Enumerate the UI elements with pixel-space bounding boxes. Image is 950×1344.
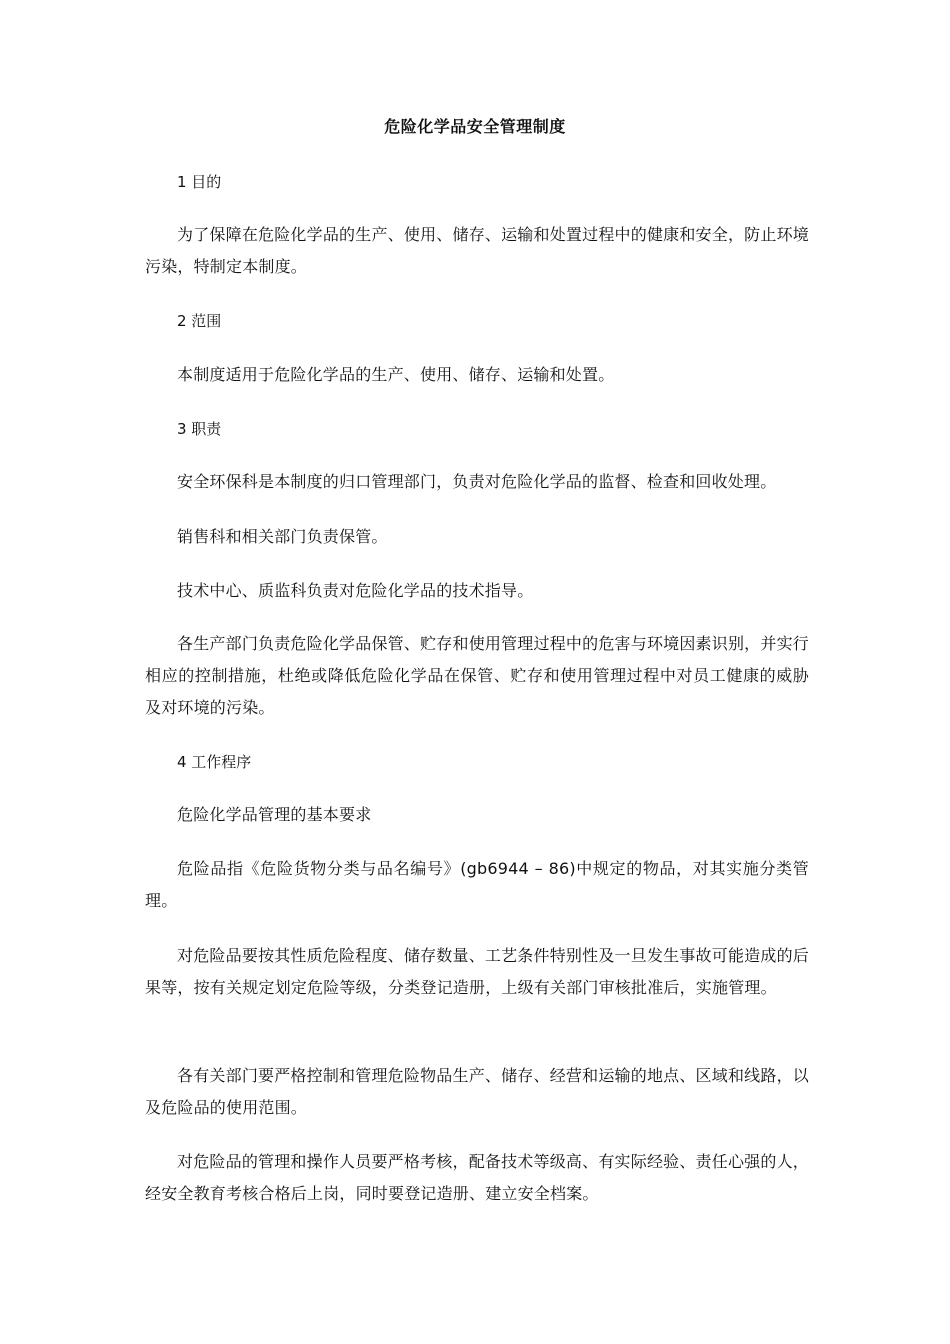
paragraph-responsibility-4: 各生产部门负责危险化学品保管、贮存和使用管理过程中的危害与环境因素识别，并实行相应的控制措施，杜绝或降低危险化学品在保管、贮存和使用管理过程中对员工健康的威胁及对环境的污染。 — [145, 634, 809, 717]
section-heading-purpose: 1 目的 — [177, 173, 222, 191]
paragraph-procedure-3: 对危险品要按其性质危险程度、储存数量、工艺条件特别性及一旦发生事故可能造成的后果等，按有关规定划定危险等级，分类登记造册，上级有关部门审核批准后，实施管理。 — [145, 946, 809, 997]
paragraph-procedure-4: 各有关部门要严格控制和管理危险物品生产、储存、经营和运输的地点、区域和线路，以及危险品的使用范围。 — [145, 1066, 809, 1117]
paragraph-procedure-5: 对危险品的管理和操作人员要严格考核，配备技术等级高、有实际经验、责任心强的人，经安全教育考核合格后上岗，同时要登记造册、建立安全档案。 — [145, 1152, 809, 1203]
paragraph-procedure-2: 危险品指《危险货物分类与品名编号》(gb6944 – 86)中规定的物品，对其实施分类管理。 — [145, 859, 809, 910]
paragraph-scope: 本制度适用于危险化学品的生产、使用、储存、运输和处置。 — [177, 365, 615, 384]
section-heading-procedure: 4 工作程序 — [177, 753, 252, 771]
paragraph-purpose: 为了保障在危险化学品的生产、使用、储存、运输和处置过程中的健康和安全，防止环境污染，特制定本制度。 — [145, 225, 809, 276]
paragraph-responsibility-2: 销售科和相关部门负责保管。 — [177, 527, 388, 546]
paragraph-responsibility-1: 安全环保科是本制度的归口管理部门，负责对危险化学品的监督、检查和回收处理。 — [177, 472, 777, 491]
paragraph-responsibility-3: 技术中心、质监科负责对危险化学品的技术指导。 — [177, 581, 534, 600]
document-title: 危险化学品安全管理制度 — [384, 117, 566, 136]
section-heading-responsibility: 3 职责 — [177, 420, 222, 438]
section-heading-scope: 2 范围 — [177, 312, 222, 330]
paragraph-procedure-1: 危险化学品管理的基本要求 — [177, 805, 372, 824]
